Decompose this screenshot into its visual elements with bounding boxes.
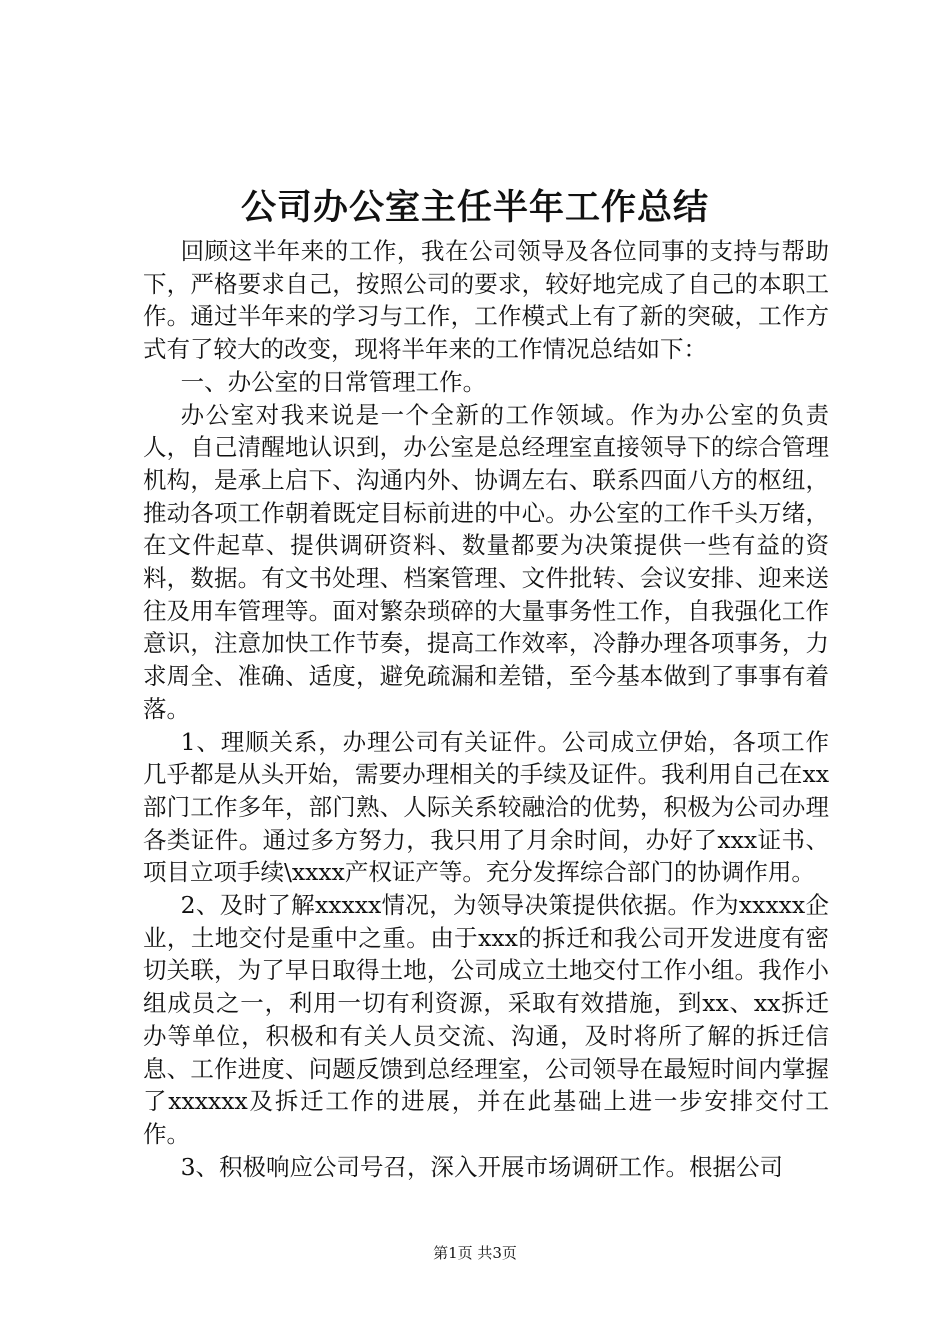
- paragraph-intro: 回顾这半年来的工作，我在公司领导及各位同事的支持与帮助下，严格要求自己，按照公司的要求，较好地完成了自己的本职工作。通过半年来的学习与工作，工作模式上有了新的突破，工作方式有了较大的改变，现将半年来的工作情况总结如下：: [143, 237, 829, 364]
- page-number-footer: 第1页 共3页: [433, 1244, 517, 1262]
- paragraph-office-role: 办公室对我来说是一个全新的工作领域。作为办公室的负责人，自己清醒地认识到，办公室是总经理室直接领导下的综合管理机构，是承上启下、沟通内外、协调左右、联系四面八方的枢纽，推动各项工作朝着既定目标前进的中心。办公室的工作千头万绪，在文件起草、提供调研资料、数量都要为决策提供一些有益的资料，数据。有文书处理、档案管理、文件批转、会议安排、迎来送往及用车管理等。面对繁杂琐碎的大量事务性工作，自我强化工作意识，注意加快工作节奏，提高工作效率，冷静办理各项事务，力求周全、准确、适度，避免疏漏和差错，至今基本做到了事事有着落。: [143, 400, 829, 723]
- paragraph-item-2: 2、及时了解xxxxx情况，为领导决策提供依据。作为xxxxx企业，土地交付是重中之重。由于xxx的拆迁和我公司开发进度有密切关联，为了早日取得土地，公司成立土地交付工作小组。我作小组成员之一，利用一切有利资源，采取有效措施，到xx、xx拆迁办等单位，积极和有关人员交流、沟通，及时将所了解的拆迁信息、工作进度、问题反馈到总经理室，公司领导在最短时间内掌握了xxxxxx及拆迁工作的进展，并在此基础上进一步安排交付工作。: [143, 891, 829, 1148]
- paragraph-item-1: 1、理顺关系，办理公司有关证件。公司成立伊始，各项工作几乎都是从头开始，需要办理相关的手续及证件。我利用自己在xx部门工作多年，部门熟、人际关系较融洽的优势，积极为公司办理各类证件。通过多方努力，我只用了月余时间，办好了xxx证书、项目立项手续\xxxx产权证产等。充分发挥综合部门的协调作用。: [143, 727, 829, 887]
- paragraph-item-3: 3、积极响应公司号召，深入开展市场调研工作。根据公司: [180, 1152, 784, 1181]
- document-body: [143, 235, 829, 1183]
- document-title: 公司办公室主任半年工作总结: [240, 188, 709, 228]
- section-heading-daily-management: 一、办公室的日常管理工作。: [180, 367, 487, 396]
